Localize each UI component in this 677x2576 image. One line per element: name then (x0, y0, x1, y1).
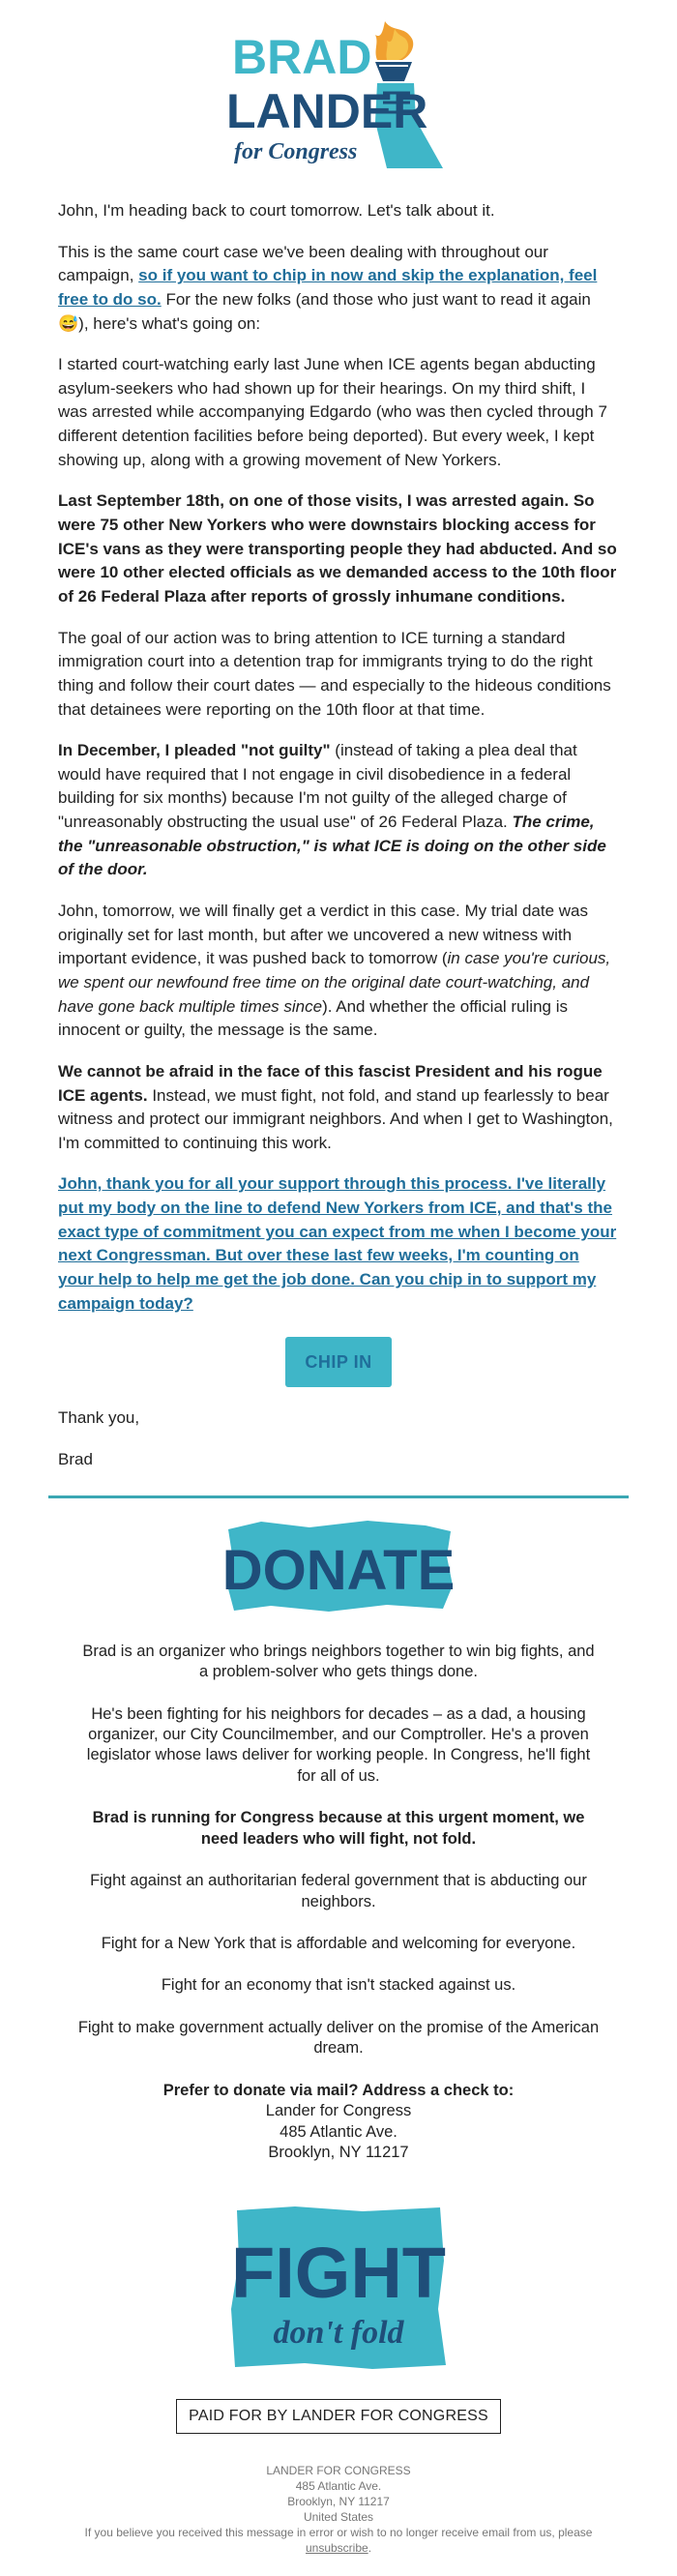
email-body (0, 199, 677, 1472)
footer-unsubscribe-text: If you believe you received this message in error or wish to no longer receive email from us, please unsubscribe. (84, 2526, 593, 2556)
logo-text-lander: LANDER (226, 84, 428, 138)
paid-for-wrap (0, 2399, 677, 2434)
mail-line-2: 485 Atlantic Ave. (280, 2122, 397, 2141)
about-fight-2: Fight for a New York that is affordable and welcoming for everyone. (101, 1935, 576, 1953)
footer-address-2: Brooklyn, NY 11217 (287, 2494, 390, 2508)
mail-heading: Prefer to donate via mail? Address a check to: (162, 2081, 515, 2099)
mail-line-1: Lander for Congress (265, 2102, 412, 2120)
footer-address-1: 485 Atlantic Ave. (295, 2478, 382, 2493)
fight-dont-fold-logo (227, 2203, 450, 2372)
paragraph-context: This is the same court case we've been dealing with throughout our campaign, so if you want to chip in now and skip the explanation, feel free to do so. For the new folks (and those who just want to read it again 😅), here's what's going on: (58, 242, 598, 333)
divider (48, 1495, 629, 1498)
dont-fold-text: don't fold (273, 2314, 404, 2351)
logo-text-brad: BRAD (232, 30, 372, 84)
about-fight-1: Fight against an authoritarian federal government that is abducting our neighbors. (90, 1872, 587, 1910)
mail-line-3: Brooklyn, NY 11217 (268, 2144, 409, 2162)
chip-in-ask-link[interactable]: John, thank you for all your support through this process. I've literally put my body on the line to defend New Yorkers from ICE, and that's the exact type of commitment you can expect from me when I become your next Congressman. But over these last few weeks, I'm counting on your help to help me get the job done. Can you chip in to support my campaign today? (58, 1174, 617, 1313)
fight-text: FIGHT (231, 2232, 446, 2313)
about-running: Brad is running for Congress because at this urgent moment, we need leaders who will fight, not fold. (92, 1809, 585, 1848)
signoff-thanks: Thank you, (58, 1408, 140, 1428)
unsubscribe-link[interactable]: unsubscribe (305, 2541, 368, 2556)
paragraph-verdict: John, tomorrow, we will finally get a verdict in this case. My trial date was originally set for last month, but after we uncovered a new witness with important evidence, it was pushed back to tomorrow (in case you're curious, we spent our newfound free time on the original date court-watching, and have gone back multiple times since). And whether the official ruling is innocent or guilty, the message is the same. (58, 902, 611, 1040)
footer (0, 2463, 677, 2576)
paid-for-disclaimer: PAID FOR BY LANDER FOR CONGRESS (176, 2399, 501, 2434)
cta-row (58, 1337, 619, 1387)
donate-banner-text: DONATE (222, 1538, 455, 1602)
about-fight-4: Fight to make government actually deliver on the promise of the American dream. (77, 2018, 600, 2058)
donate-banner[interactable] (222, 1518, 455, 1614)
about-organizer: Brad is an organizer who brings neighbors together to win big fights, and a problem-solver who gets things done. (82, 1642, 595, 1681)
skip-explanation-link[interactable]: so if you want to chip in now and skip the explanation, feel free to do so. (58, 266, 598, 309)
about-section (0, 1642, 677, 2059)
paragraph-ask (58, 1172, 619, 1316)
footer-org: LANDER FOR CONGRESS (266, 2463, 411, 2477)
signoff-name: Brad (58, 1450, 93, 1468)
paragraph-arrest: Last September 18th, on one of those visits, I was arrested again. So were 75 other New Yorkers who were downstairs blocking access for ICE's vans as they were transporting people they had abducted. And so were 10 other elected officials as we demanded access to the 10th floor of 26 Federal Plaza after reports of grossly inhumane conditions. (58, 491, 617, 606)
brad-lander-logo (222, 14, 455, 178)
mail-donation (0, 2081, 677, 2164)
logo-text-for-congress: for Congress (234, 139, 358, 164)
sweat-smile-emoji-icon: 😅 (58, 313, 79, 333)
chip-in-button[interactable]: CHIP IN (285, 1337, 391, 1387)
about-history: He's been fighting for his neighbors for decades – as a dad, a housing organizer, our City Councilmember, and our Comptroller. He's a proven legislator whose laws deliver for working people. In Congress, he'll fight for all of us. (86, 1704, 591, 1785)
paragraph-intro: John, I'm heading back to court tomorrow. Let's talk about it. (58, 201, 495, 220)
email-page (0, 14, 677, 2576)
paragraph-goal: The goal of our action was to bring attention to ICE turning a standard immigration court into a detention trap for immigrants trying to do the right thing and follow their court dates — and especially to the hideous conditions that detainees were reporting on the 10th floor at that time. (58, 628, 611, 719)
about-fight-3: Fight for an economy that isn't stacked against us. (161, 1976, 516, 1995)
footer-country: United States (303, 2510, 374, 2525)
paragraph-court-watching: I started court-watching early last June when ICE agents began abducting asylum-seekers who had shown up for their hearings. On my third shift, I was arrested while accompanying Edgardo (who was then cycled through 7 different detention facilities before being deported). But every week, I kept showing up, along with a growing movement of New Yorkers. (58, 355, 607, 469)
paragraph-plea: In December, I pleaded "not guilty" (instead of taking a plea deal that would have required that I not engage in civil disobedience in a federal building for six months) because I'm not guilty of the alleged charge of "unreasonably obstructing the usual use" of 26 Federal Plaza. The crime, the "unreasonable obstruction," is what ICE is doing on the other side of the door. (58, 741, 606, 879)
paragraph-not-afraid: We cannot be afraid in the face of this fascist President and his rogue ICE agents. Instead, we must fight, not fold, and stand up fearlessly to bear witness and protect our immigrant neighbors. And when I get to Washington, I'm committed to continuing this work. (58, 1061, 613, 1152)
